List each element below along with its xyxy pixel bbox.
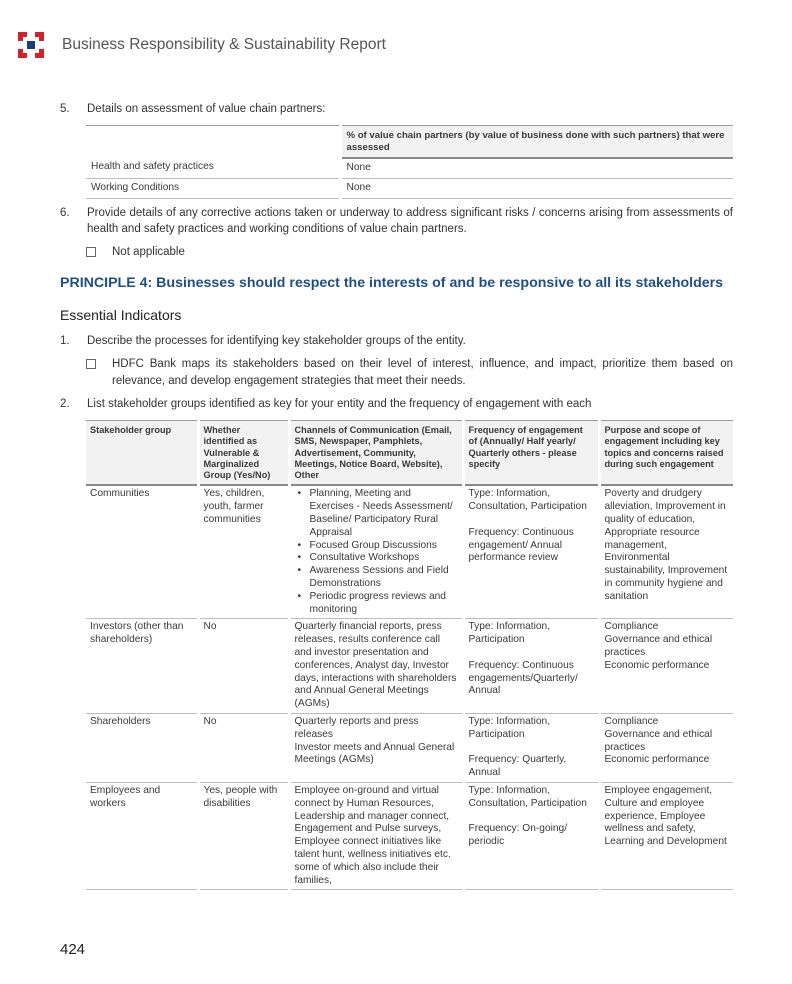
purpose-line: Governance and ethical practices: [604, 634, 713, 659]
purpose-line: Governance and ethical practices: [604, 728, 713, 753]
engagement-frequency: Frequency: Continuous engagements/Quarterly/ Annual: [468, 659, 578, 697]
row-label: Working Conditions: [86, 178, 340, 198]
hdfc-logo-icon: [18, 32, 44, 58]
engagement-type: Type: Information, Consultation, Participation: [468, 488, 587, 513]
page-header: [18, 30, 386, 60]
answer-text: HDFC Bank maps its stakeholders based on their level of interest, influence, and impact, prioritize them based on relevance, and develop engagement strategies that meet their needs.: [112, 358, 733, 387]
column-header: % of value chain partners (by value of business done with such partners) that were assessed: [340, 126, 733, 159]
report-title: Business Responsibility & Sustainability Report: [62, 36, 386, 53]
vulnerable-status: Yes, people with disabilities: [198, 783, 289, 890]
purpose: Poverty and drudgery alleviation, Improvement in quality of education, Appropriate resource management, Environmental sustainability, Improvement in community hygiene and sanitation: [599, 485, 733, 618]
list-item: • Planning, Meeting and Exercises - Needs Assessment/ Baseline/ Participatory Rural Appraisal: [295, 488, 458, 539]
engagement-type: Type: Information, Participation: [468, 716, 551, 740]
header-cell: Purpose and scope of engagement including key topics and concerns raised during such engagement: [599, 421, 733, 486]
vulnerable-status: Yes, children, youth, farmer communities: [198, 485, 289, 618]
table-row: [86, 714, 733, 783]
header-cell: Stakeholder group: [86, 421, 198, 486]
list-item: • Focused Group Discussions: [295, 540, 458, 553]
page-number: 424: [60, 941, 86, 958]
header-cell: Frequency of engagement of (Annually/ Half yearly/ Quarterly others - please specify: [463, 421, 599, 486]
table-row: [86, 178, 733, 198]
question-5: [60, 101, 733, 117]
stakeholder-group: Communities: [86, 485, 198, 618]
channel-line: Quarterly reports and press releases: [294, 716, 419, 740]
header-cell: Whether identified as Vulnerable & Marginalized Group (Yes/No): [198, 421, 289, 486]
purpose-line: Compliance: [604, 716, 659, 728]
question-text: Details on assessment of value chain partners:: [87, 103, 326, 115]
question-text: Provide details of any corrective actions taken or underway to address significant risks / concerns arising from assessments of health and safety practices and working conditions of value chain partners.: [87, 207, 733, 235]
channels: Quarterly financial reports, press releases, results conference call and investor presentation and conferences, Analyst day, Investor days, interactions with shareholders and Annual General Meetings (AGMs): [289, 619, 463, 714]
purpose: [599, 714, 733, 783]
question-number: 6.: [60, 207, 70, 219]
table-row: [86, 783, 733, 890]
purpose-line: Compliance: [604, 621, 659, 633]
engagement-type: Type: Information, Participation: [468, 621, 551, 646]
question-6: [60, 205, 733, 237]
table-row: [86, 485, 733, 618]
table-row: [86, 158, 733, 178]
engagement-frequency: Frequency: Quarterly, Annual: [468, 754, 567, 779]
principle-heading: PRINCIPLE 4: Businesses should respect the interests of and be responsive to all its stakeholders: [60, 275, 724, 291]
answer-e1: [86, 356, 733, 389]
purpose: [599, 619, 733, 714]
value-chain-table: [86, 125, 733, 199]
table-row: [86, 619, 733, 714]
row-value: None: [340, 158, 733, 178]
indicator-1: [60, 333, 733, 349]
question-number: 2.: [60, 398, 70, 410]
stakeholder-table: [86, 420, 733, 890]
channel-line: Investor meets and Annual General Meetings (AGMs): [294, 741, 455, 766]
engagement-frequency: Frequency: On-going/ periodic: [468, 823, 568, 848]
purpose-line: Economic performance: [604, 659, 710, 671]
question-text: List stakeholder groups identified as key for your entity and the frequency of engagement with each: [87, 398, 592, 410]
engagement-type: Type: Information, Consultation, Participation: [468, 785, 587, 809]
purpose-line: Economic performance: [604, 754, 710, 766]
list-item: • Awareness Sessions and Field Demonstrations: [295, 565, 458, 591]
table-header-row: [86, 421, 733, 486]
list-item: • Consultative Workshops: [295, 552, 458, 565]
channels: [289, 485, 463, 618]
row-value: None: [340, 178, 733, 198]
stakeholder-group: Investors (other than shareholders): [86, 619, 198, 714]
channels: Employee on-ground and virtual connect by Human Resources, Leadership and manager connect, Engagement and Pulse surveys, Employee connect initiatives like talent hunt, wellness initiatives etc. some of which also include their families,: [289, 783, 463, 890]
question-number: 5.: [60, 103, 70, 115]
checkbox-icon: [86, 359, 96, 369]
question-text: Describe the processes for identifying key stakeholder groups of the entity.: [87, 335, 466, 347]
question-number: 1.: [60, 335, 70, 347]
section-heading: Essential Indicators: [60, 307, 182, 323]
stakeholder-group: Shareholders: [86, 714, 198, 783]
frequency: [463, 485, 599, 618]
stakeholder-group: Employees and workers: [86, 783, 198, 890]
answer-text: Not applicable: [112, 246, 185, 258]
purpose: Employee engagement, Culture and employee experience, Employee wellness and safety, Learning and Development: [599, 783, 733, 890]
vulnerable-status: No: [198, 714, 289, 783]
answer-q6: [86, 244, 185, 260]
frequency: [463, 783, 599, 890]
header-cell: Channels of Communication (Email, SMS, Newspaper, Pamphlets, Advertisement, Community, Meetings, Notice Board, Website), Other: [289, 421, 463, 486]
indicator-2: [60, 396, 733, 412]
frequency: [463, 714, 599, 783]
checkbox-icon: [86, 247, 96, 257]
vulnerable-status: No: [198, 619, 289, 714]
list-item: • Periodic progress reviews and monitoring: [295, 591, 458, 617]
engagement-frequency: Frequency: Continuous engagement/ Annual performance review: [468, 526, 574, 564]
row-label: Health and safety practices: [86, 158, 340, 178]
channels: [289, 714, 463, 783]
frequency: [463, 619, 599, 714]
